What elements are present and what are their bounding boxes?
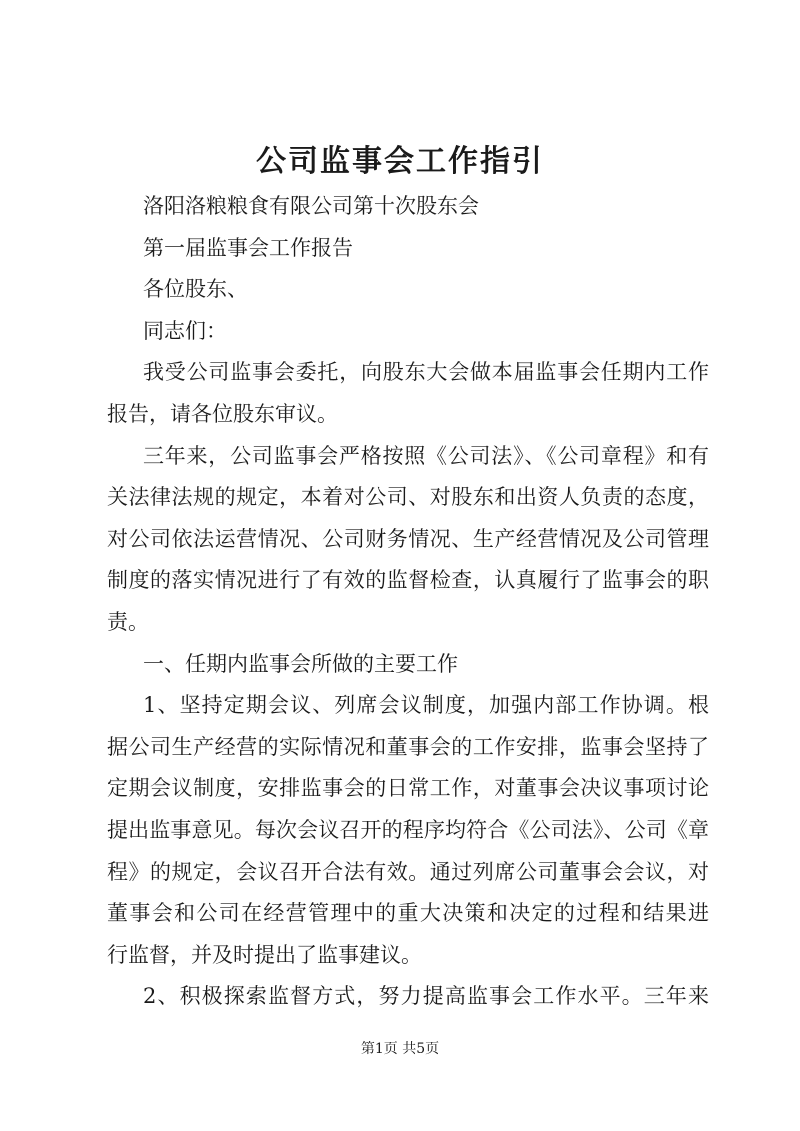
text-line: 责。 [107,609,149,634]
paragraph [107,352,709,435]
paragraph [107,228,709,270]
text-line: 对公司依法运营情况、公司财务情况、生产经营情况及公司管理 [107,526,709,551]
paragraph [107,311,709,353]
paragraph [107,644,709,686]
text-line: 程》的规定，会议召开合法有效。通过列席公司董事会会议，对 [107,859,709,884]
text-line: 一、任期内监事会所做的主要工作 [143,651,458,676]
document-body [107,186,709,1018]
text-line: 同志们： [143,318,227,343]
text-line: 1、坚持定期会议、列席会议制度，加强内部工作协调。根 [143,693,709,718]
text-line: 制度的落实情况进行了有效的监督检查，认真履行了监事会的职 [107,568,709,593]
text-line: 各位股东、 [143,277,248,302]
paragraph [107,685,709,976]
text-line: 第一届监事会工作报告 [143,235,353,260]
text-line: 提出监事意见。每次会议召开的程序均符合《公司法》、公司《章 [107,817,709,842]
paragraph [107,269,709,311]
text-line: 洛阳洛粮粮食有限公司第十次股东会 [143,194,479,218]
document-title: 公司监事会工作指引 [256,144,544,179]
text-line: 关法律法规的规定，本着对公司、对股东和出资人负责的态度， [107,485,709,510]
paragraph [107,976,709,1018]
text-line: 2、积极探索监督方式，努力提高监事会工作水平。三年来 [143,984,709,1009]
text-line: 据公司生产经营的实际情况和董事会的工作安排，监事会坚持了 [107,734,709,759]
text-line: 报告，请各位股东审议。 [107,401,338,426]
paragraph [107,186,709,228]
paragraph [107,436,709,644]
text-line: 定期会议制度，安排监事会的日常工作，对董事会决议事项讨论 [107,776,709,801]
text-line: 我受公司监事会委托，向股东大会做本届监事会任期内工作 [143,360,709,385]
text-line: 行监督，并及时提出了监事建议。 [107,942,422,967]
page-footer: 第1页 共5页 [360,1041,440,1057]
text-line: 三年来，公司监事会严格按照《公司法》、《公司章程》和有 [143,443,709,468]
text-line: 董事会和公司在经营管理中的重大决策和决定的过程和结果进 [107,901,709,926]
